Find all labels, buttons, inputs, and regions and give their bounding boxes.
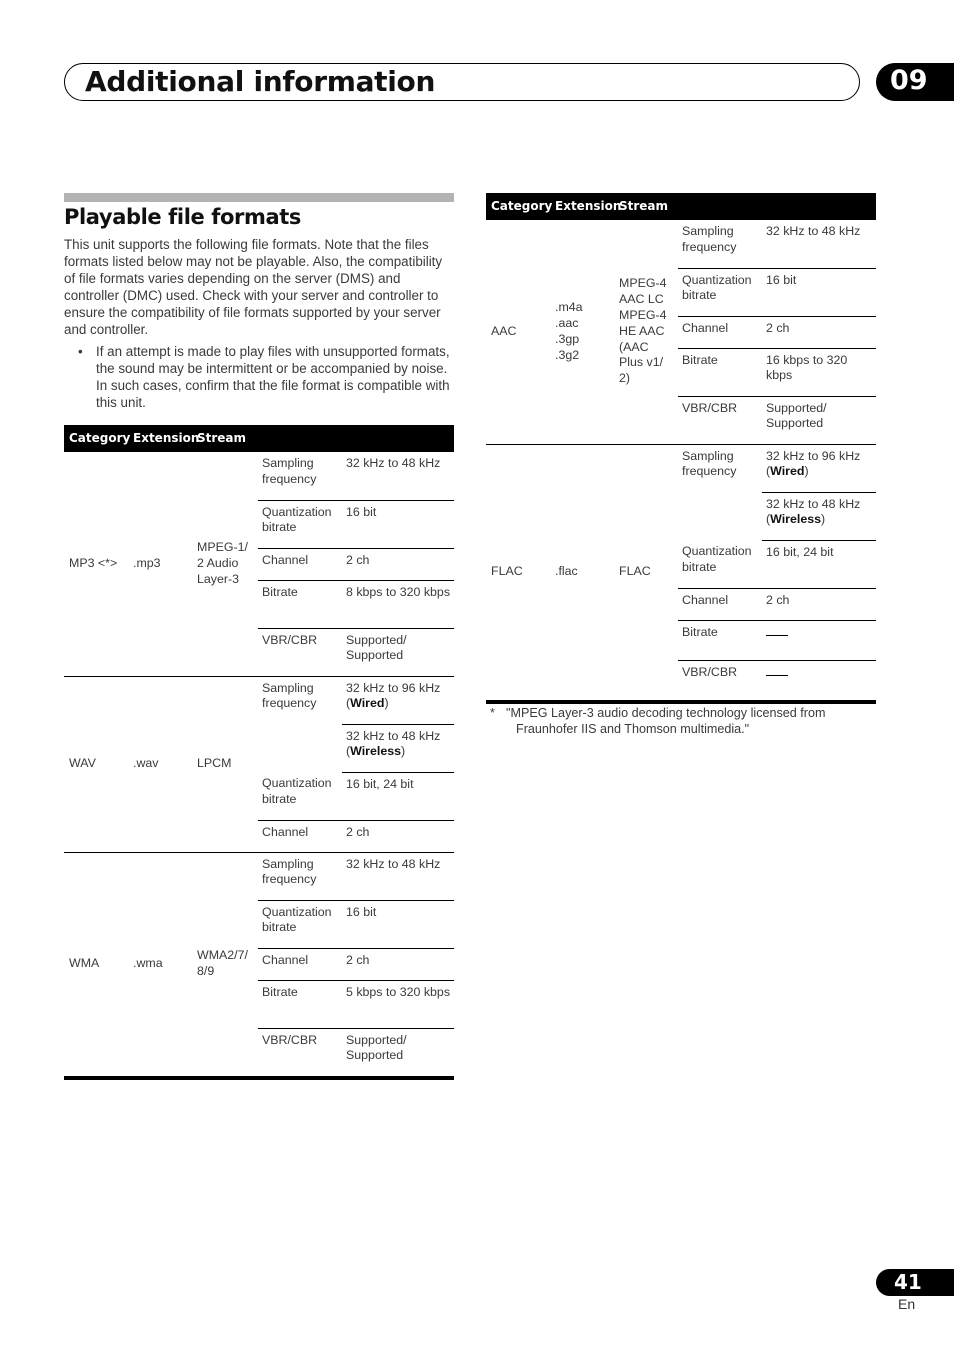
paren: ) — [401, 744, 406, 759]
value-cell — [762, 492, 876, 540]
param-cell: Channel — [258, 948, 342, 980]
value-cell — [762, 444, 876, 492]
footnote-star: * — [490, 706, 495, 720]
wireless-label: Wireless — [770, 512, 821, 527]
value-cell: 32 kHz to 48 kHz — [342, 852, 454, 900]
stream-cell: LPCM — [192, 676, 258, 852]
value-cell — [342, 676, 454, 724]
table-row — [64, 852, 454, 900]
footnote-text: "MPEG Layer-3 audio decoding technology licensed from — [506, 706, 826, 720]
language-code: En — [898, 1296, 916, 1312]
value-cell: 32 kHz to 48 kHz — [762, 220, 876, 268]
param-cell: Bitrate — [678, 348, 762, 396]
param-cell: Channel — [258, 548, 342, 580]
footnote-text-2: Fraunhofer IIS and Thomson multimedia." — [516, 721, 750, 736]
value-cell: 5 kbps to 320 kbps — [342, 980, 454, 1028]
param-cell: Bitrate — [678, 620, 762, 660]
wireless-label: Wireless — [350, 744, 401, 759]
chapter-title: Additional information — [85, 65, 436, 98]
value-text: 32 kHz to 48 kHz — [766, 496, 861, 511]
table-row — [486, 444, 876, 492]
extension-3gp: .3gp — [555, 331, 580, 346]
value-cell: 2 ch — [342, 948, 454, 980]
value-cell: 8 kbps to 320 kbps — [342, 580, 454, 628]
table-row — [64, 676, 454, 724]
extension-cell: .mp3 — [133, 555, 161, 570]
header-category: Category — [64, 425, 128, 452]
category-cell: FLAC — [486, 444, 550, 700]
extension-cell — [550, 220, 614, 444]
bullet-item — [64, 343, 456, 411]
param-cell: Sampling frequency — [258, 676, 342, 772]
extension-cell: .wma — [128, 852, 192, 1076]
paren: ) — [821, 512, 826, 527]
param-cell: Quantization bitrate — [258, 500, 342, 548]
chapter-title-box — [64, 63, 860, 101]
value-cell — [762, 620, 876, 660]
value-cell: 16 bit — [342, 900, 454, 948]
table-row — [486, 220, 876, 268]
chapter-number: 09 — [890, 65, 928, 96]
stream-cell: WMA2/7/ 8/9 — [192, 852, 258, 1076]
value-cell — [762, 660, 876, 700]
page-number: 41 — [894, 1270, 922, 1294]
value-cell: 2 ch — [346, 824, 370, 839]
param-cell: Channel — [678, 588, 762, 620]
param-cell: VBR/CBR — [682, 664, 738, 679]
value-cell: 32 kHz to 48 kHz — [342, 452, 454, 500]
table-header-row — [64, 425, 454, 452]
table-end-row — [486, 700, 876, 702]
section-divider — [64, 193, 454, 202]
extension-cell: .wav — [128, 676, 192, 852]
stream-cell: MPEG-1/ 2 Audio Layer-3 — [197, 540, 248, 586]
paren: ) — [804, 464, 809, 479]
value-cell: 16 bit — [342, 500, 454, 548]
chapter-tab — [876, 63, 954, 101]
value-cell: Supported/ Supported — [346, 1032, 407, 1063]
category-cell: MP3 <*> — [69, 555, 118, 570]
param-cell: VBR/CBR — [262, 632, 318, 647]
bullet-symbol: • — [78, 344, 83, 359]
paren: ( — [346, 744, 351, 759]
stream-cell: FLAC — [614, 444, 678, 700]
table-row — [64, 452, 454, 500]
param-cell: VBR/CBR — [262, 1032, 318, 1047]
value-cell — [342, 724, 454, 772]
param-cell: Quantization bitrate — [678, 540, 762, 588]
table-header-row — [486, 193, 876, 220]
value-cell: 2 ch — [342, 548, 454, 580]
value-cell: 16 bit, 24 bit — [342, 772, 454, 820]
page-number-tab — [876, 1269, 954, 1296]
header-extension: Extension — [550, 193, 614, 220]
extension-aac: .aac — [555, 315, 579, 330]
section-title: Playable file formats — [64, 205, 301, 229]
extension-3g2: .3g2 — [555, 347, 580, 362]
param-cell: Quantization bitrate — [258, 900, 342, 948]
extension-cell: .flac — [550, 444, 614, 700]
value-cell: Supported/ Supported — [346, 632, 407, 663]
category-cell: WAV — [64, 676, 128, 852]
header-stream: Stream — [614, 193, 876, 220]
header-stream: Stream — [192, 425, 454, 452]
param-cell: Channel — [678, 316, 762, 348]
value-cell: 2 ch — [762, 316, 876, 348]
dash-mark — [766, 666, 788, 676]
param-cell: Bitrate — [258, 580, 342, 628]
value-cell: 2 ch — [762, 588, 876, 620]
bullet-text: If an attempt is made to play files with unsupported formats, the sound may be intermittent or be accompanied by noise. In such cases, confirm that the file format is compatible with this unit. — [96, 344, 450, 410]
stream-cell: MPEG-4 AAC LC MPEG-4 HE AAC (AAC Plus v1/ 2) — [619, 276, 667, 386]
formats-table-right — [486, 193, 876, 704]
param-cell: Quantization bitrate — [678, 268, 762, 316]
table-end-row — [64, 1076, 454, 1078]
value-text: 32 kHz to 96 kHz — [766, 448, 861, 463]
header-category: Category — [486, 193, 550, 220]
value-cell: 16 kbps to 320 kbps — [762, 348, 876, 396]
category-cell: AAC — [491, 323, 517, 338]
param-cell: Sampling frequency — [258, 852, 342, 900]
param-cell: Sampling frequency — [678, 444, 762, 540]
extension-m4a: .m4a — [555, 300, 583, 315]
formats-table-left — [64, 425, 454, 1080]
paren: ( — [766, 464, 771, 479]
param-cell: VBR/CBR — [682, 400, 738, 415]
param-cell: Bitrate — [258, 980, 342, 1028]
value-cell: 16 bit, 24 bit — [762, 540, 876, 588]
intro-paragraph: This unit supports the following file formats. Note that the files formats listed below may not be playable. Also, the compatibility of file formats varies depending on the server (DMS) and controller (DMC) used. Check with your server and controller to ensure the compatibility of file formats supported by your server and controller. — [64, 237, 443, 337]
paren: ) — [384, 696, 389, 711]
header-extension: Extension — [128, 425, 192, 452]
wired-label: Wired — [770, 464, 805, 479]
wired-label: Wired — [350, 696, 385, 711]
dash-mark — [766, 626, 788, 636]
param-cell: Sampling frequency — [678, 220, 762, 268]
value-text: 32 kHz to 96 kHz — [346, 680, 441, 695]
value-cell: Supported/ Supported — [766, 400, 827, 431]
param-cell: Sampling frequency — [258, 452, 342, 500]
value-text: 32 kHz to 48 kHz — [346, 728, 441, 743]
paren: ( — [346, 696, 351, 711]
footnote — [488, 706, 888, 737]
paren: ( — [766, 512, 771, 527]
category-cell: WMA — [64, 852, 128, 1076]
param-cell: Quantization bitrate — [258, 772, 342, 820]
value-cell: 16 bit — [762, 268, 876, 316]
param-cell: Channel — [262, 824, 309, 839]
